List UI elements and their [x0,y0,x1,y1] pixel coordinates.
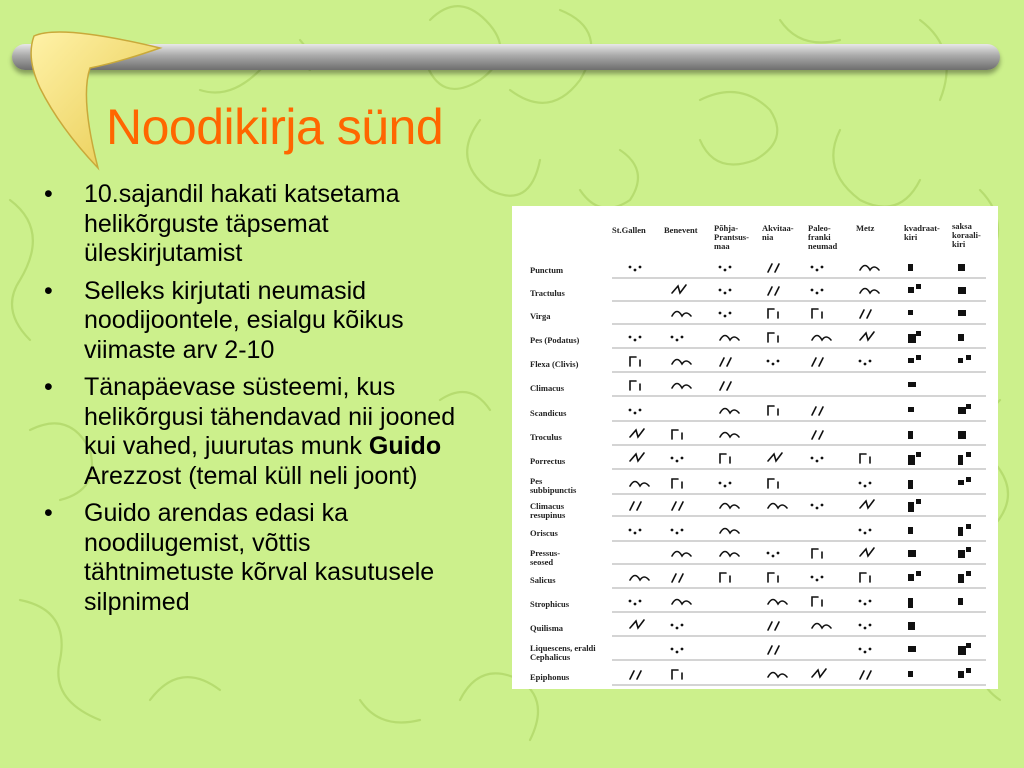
neume-glyph [860,332,874,340]
neume-glyph [720,573,730,582]
neume-glyph [812,407,823,415]
neume-glyph [860,289,879,294]
row-label: Quilisma [530,623,564,633]
neume-glyph [671,457,684,463]
neume-glyph [671,624,684,630]
neume-glyph [768,622,779,630]
neume-glyph [672,384,691,389]
neume-glyph [859,600,872,606]
neume-glyph [720,552,739,557]
neume-glyph [958,310,966,316]
neume-glyph [908,480,913,489]
column-header: Benevent [664,225,698,235]
neume-glyph [908,671,913,677]
bullet-marker: • [44,373,53,401]
neume-glyph [672,285,686,293]
neume-glyph [859,624,872,630]
neume-glyph [768,600,787,605]
neume-glyph [908,527,913,534]
neume-glyph [719,289,732,295]
neume-glyph [908,310,913,315]
row-label: Oriscus [530,528,558,538]
neume-glyph [958,287,966,294]
neume-glyph [672,574,683,582]
neume-glyph [812,624,831,629]
neume-glyph [958,598,963,605]
neume-glyph [908,431,913,439]
column-header: St.Gallen [612,225,646,235]
row-label: Pes subbipunctis [530,476,577,495]
row-label: Troculus [530,432,562,442]
neume-glyph [860,671,871,679]
column-header: kvadraat- kiri [904,223,940,242]
neume-glyph [720,382,731,390]
neume-glyph [768,287,779,295]
neume-glyph [671,529,684,535]
neume-glyph [629,600,642,606]
neume-glyph [860,310,871,318]
neume-glyph [812,431,823,439]
neume-glyph [671,648,684,654]
neume-glyph [958,524,971,536]
neume-glyph [811,576,824,582]
neume-glyph [672,600,691,605]
neume-glyph [908,382,916,387]
row-label: Epiphonus [530,672,570,682]
neume-glyph [958,668,971,678]
neume-glyph [629,529,642,535]
neume-glyph [958,355,971,363]
neume-glyph [768,504,787,509]
bullet-text-start: Tänapäevase süsteemi, kus helikõrgusi tähendavad nii jooned kui vahed, juurutas munk [84,373,456,460]
neume-glyphs [512,206,998,689]
neume-glyph [958,334,964,341]
neume-glyph [671,336,684,342]
neume-glyph [958,452,971,465]
neume-glyph [859,360,872,366]
neume-glyph [630,620,644,628]
neume-glyph [908,550,916,557]
neume-glyph [860,454,870,463]
row-label: Punctum [530,265,564,275]
row-label: Flexa (Clivis) [530,359,579,369]
neume-glyph [768,479,778,488]
bullet-marker: • [44,276,53,305]
row-label: Pes (Podatus) [530,335,580,345]
neume-glyph [860,266,879,271]
neume-glyph [630,576,649,581]
neume-glyph [860,500,874,508]
column-header: Akvitaa- nia [762,223,794,242]
neume-glyph [629,409,642,415]
bullet-text: Selleks kirjutati neumasid noodijoontele, esialgu kõikus viimaste arv 2-10 [84,276,404,364]
row-label: Porrectus [530,456,566,466]
neume-glyph [719,266,732,272]
neume-glyph [908,499,921,512]
neume-glyph [629,336,642,342]
neume-glyph [768,573,778,582]
bullet-text: Guido arendas edasi ka noodilugemist, võttis tähtnimetuste kõrval kasutusele silpnimed [84,499,435,616]
neume-glyph [812,309,822,318]
bullet-item [44,499,464,617]
neume-glyph [908,622,915,630]
neume-glyph [860,573,870,582]
neume-glyph [908,264,913,271]
row-label: Pressus- seosed [530,548,561,567]
row-label: Tractulus [530,288,565,298]
neume-glyph [630,453,644,461]
neume-glyph [859,482,872,488]
neume-glyph [908,355,921,363]
neume-glyph [908,331,921,343]
neume-glyph [720,504,739,509]
neume-glyph [767,552,780,558]
neume-glyph [958,547,971,558]
column-header: Põhja- Prantsus- maa [714,223,749,251]
neume-glyph [630,502,641,510]
row-label: Strophicus [530,599,570,609]
neume-glyph [958,264,965,271]
neume-glyph [720,409,739,414]
column-header: Paleo- franki neumad [808,223,838,251]
neume-glyph [767,360,780,366]
neume-glyph [908,284,921,293]
neume-glyph [812,336,831,341]
neume-glyph [630,671,641,679]
neume-glyph [768,264,779,272]
neume-glyph [630,429,644,437]
neume-glyph [958,404,971,414]
neume-glyph [812,597,822,606]
neume-glyph [811,289,824,295]
neume-glyph [860,548,874,556]
neume-glyph [908,452,921,465]
neume-glyph [958,643,971,655]
neume-glyph [768,309,778,318]
neume-glyph [672,430,682,439]
row-label: Liquescens, eraldi Cephalicus [530,643,596,662]
bullet-text-end: Arezzost (temal küll neli joont) [84,461,418,490]
neume-glyph [768,453,782,461]
neume-glyph [812,669,826,677]
bullet-text: 10.sajandil hakati katsetama helikõrguste täpsemat üleskirjutamist [84,180,400,267]
neume-glyph [719,482,732,488]
row-label: Climacus [530,383,564,393]
neume-glyph [672,670,682,679]
neume-glyph [672,312,691,317]
row-label: Climacus resupinus [530,501,566,520]
neume-glyph [859,529,872,535]
neume-glyph [720,433,739,438]
bullet-marker: • [44,499,53,527]
neume-glyph [768,646,779,654]
neume-glyph [630,482,649,487]
neume-glyph [630,357,640,366]
neume-glyph [720,529,739,534]
neume-glyph [908,571,921,581]
neume-glyph [672,552,691,557]
neume-glyph [812,549,822,558]
column-header: Metz [856,223,875,233]
neume-glyph [720,336,739,341]
neume-glyph [812,358,823,366]
neume-glyph [908,407,914,412]
neume-glyph [958,571,971,583]
neume-glyph [720,358,731,366]
bullet-item [44,277,464,366]
neume-glyph [811,457,824,463]
row-label: Salicus [530,575,556,585]
neume-glyph [908,646,916,652]
bullet-list [44,180,464,625]
neume-glyph [811,266,824,272]
neume-glyph [958,477,971,485]
neume-glyph [672,360,691,365]
neume-glyph [720,454,730,463]
neume-glyph [672,479,682,488]
neume-glyph [672,502,683,510]
neume-glyph [630,381,640,390]
neume-glyph [958,431,966,439]
neume-glyph [768,406,778,415]
bullet-marker: • [44,180,53,208]
neume-glyph [629,266,642,272]
page-title: Noodikirja sünd [106,99,444,155]
neume-glyph [768,333,778,342]
neume-glyph [719,312,732,318]
bullet-item [44,180,464,269]
row-label: Virga [530,311,551,321]
neume-glyph [908,598,913,608]
neume-glyph [811,504,824,510]
neume-glyph [768,673,787,678]
row-label: Scandicus [530,408,567,418]
neume-table-image [512,206,998,689]
bullet-text-bold: Guido [368,432,442,460]
column-header: saksa koraali- kiri [952,221,981,249]
bullet-item [44,373,464,491]
neume-glyph [859,648,872,654]
